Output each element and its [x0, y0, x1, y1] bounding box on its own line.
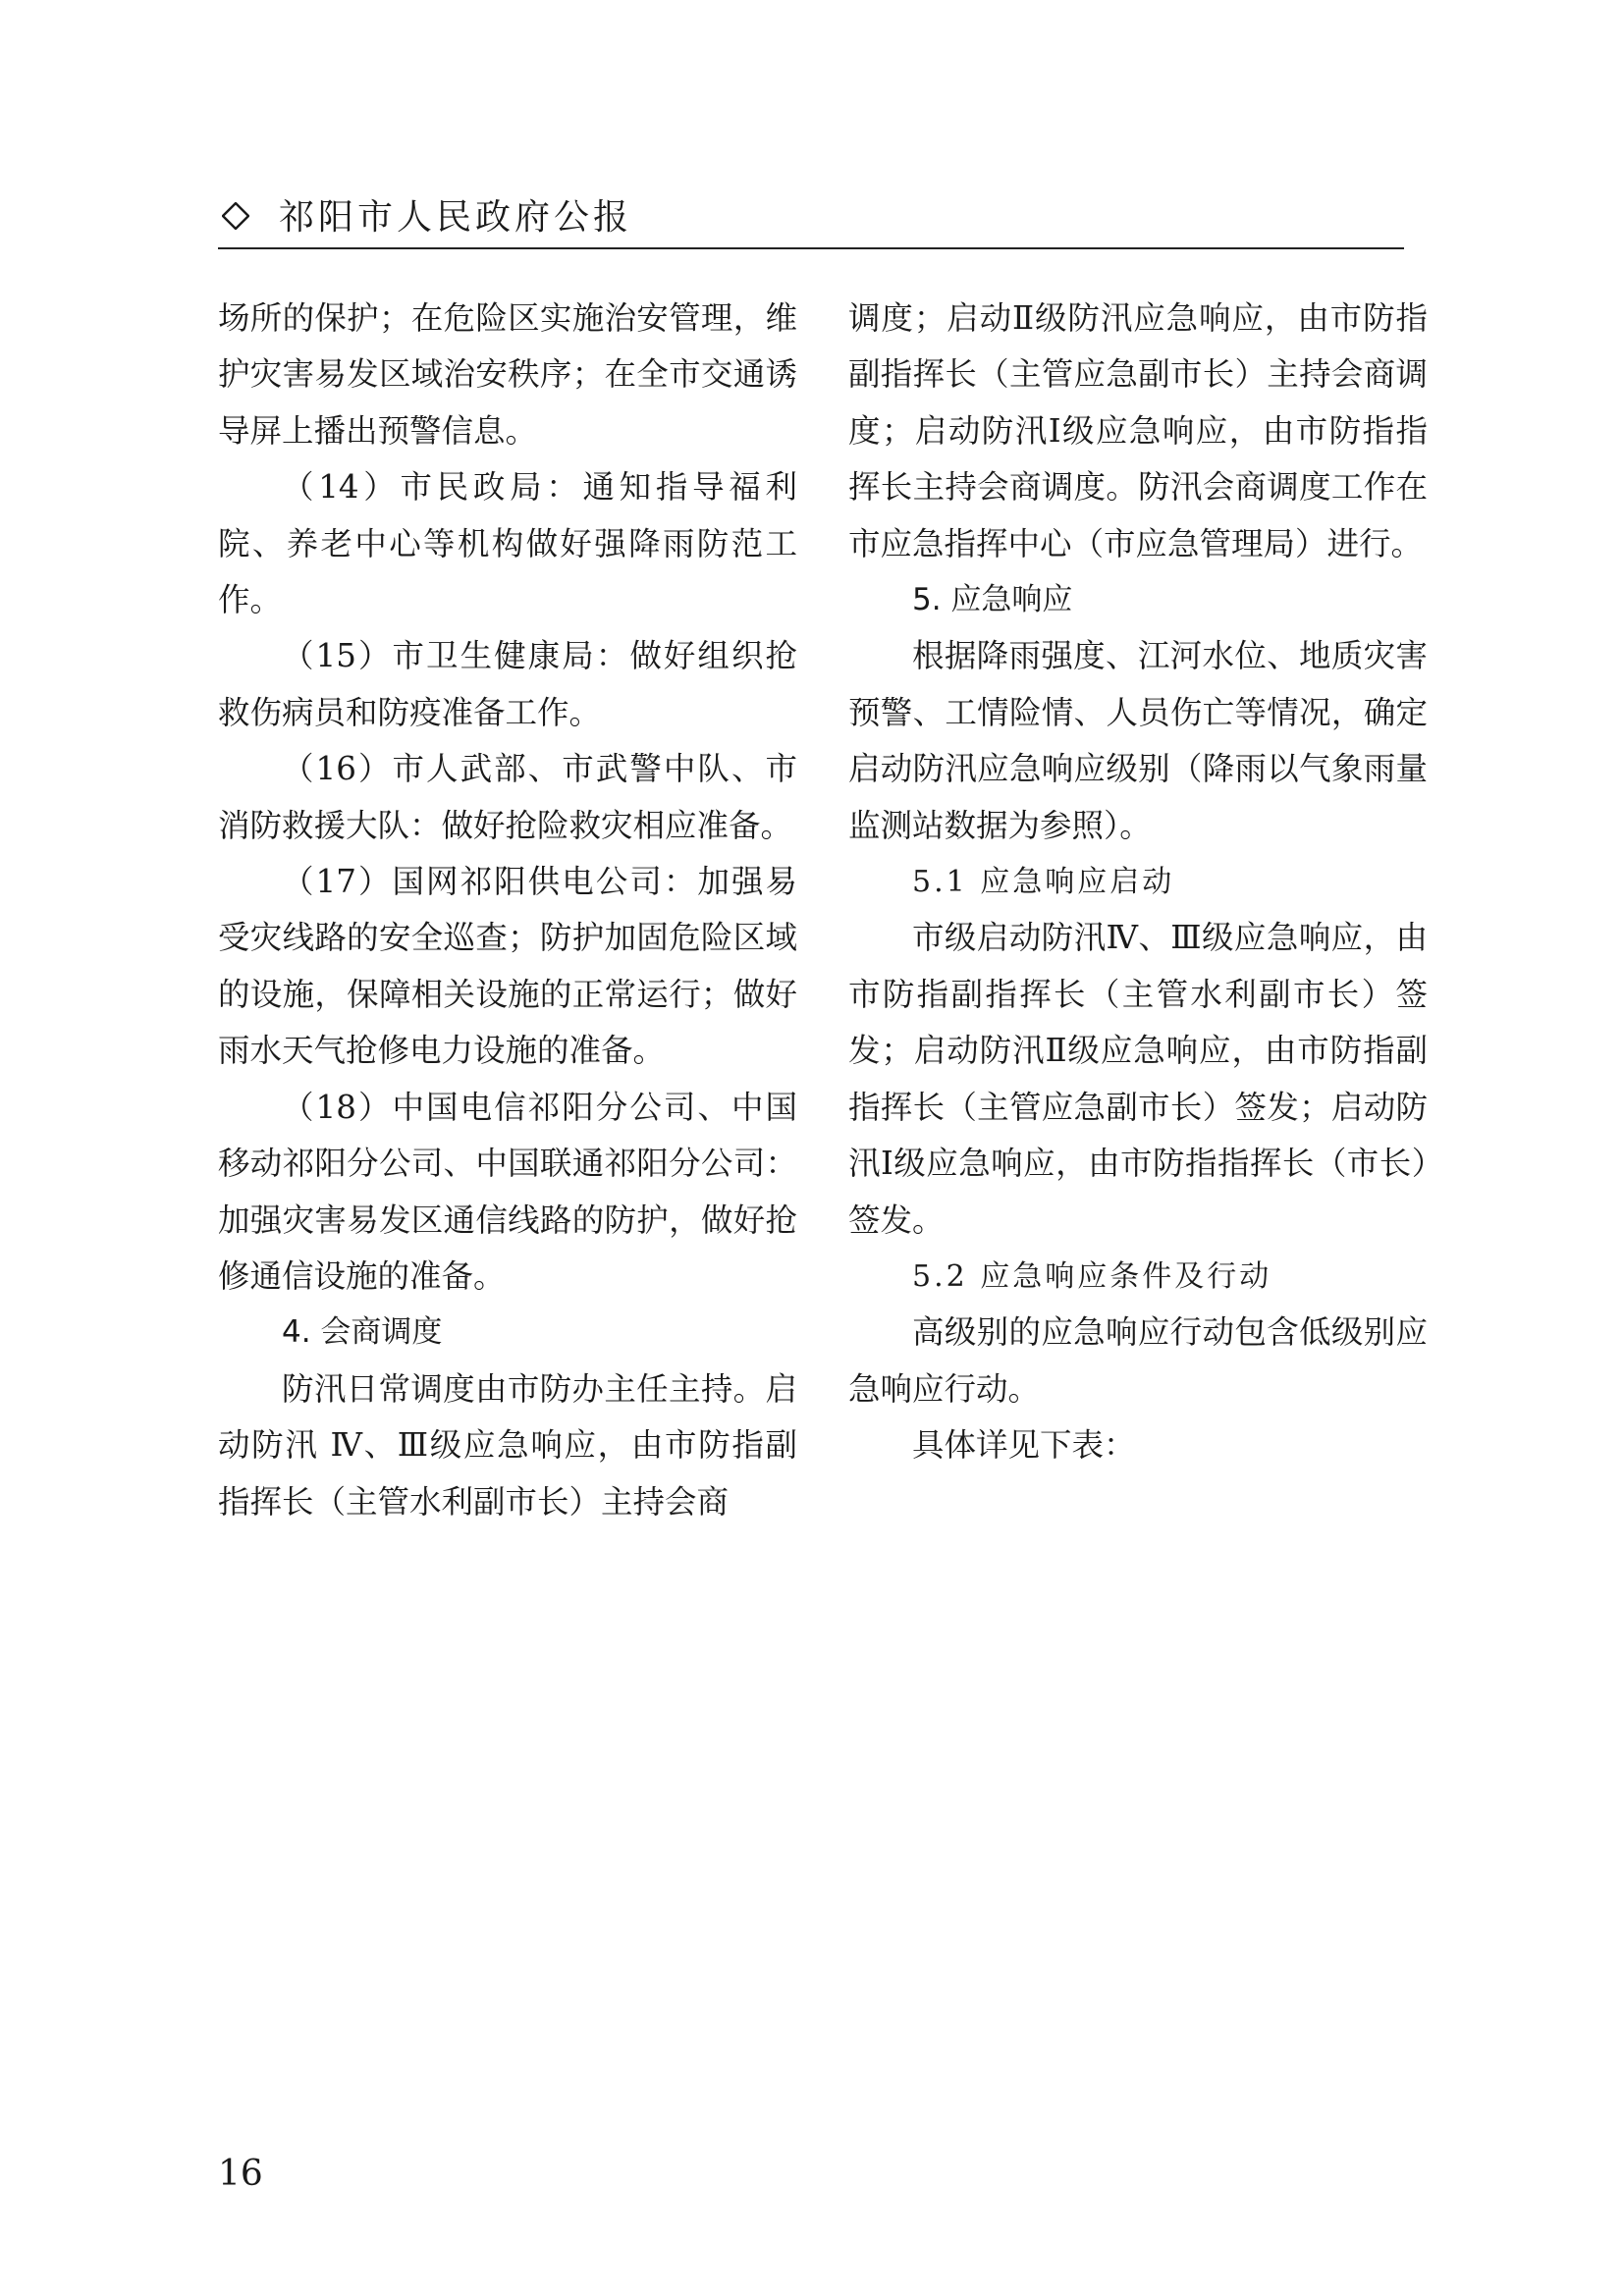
diamond-outline-icon [222, 202, 249, 230]
paragraph: 市级启动防汛Ⅳ、Ⅲ级应急响应，由市防指副指挥长（主管水利副市长）签发；启动防汛Ⅱ级应急响应，由市防指副指挥长（主管应急副市长）签发；启动防汛Ⅰ级应急响应，由市防指指挥长（市长）签发。 [848, 919, 1428, 1239]
bulletin-title: 祁阳市人民政府公报 [279, 197, 633, 238]
paragraph: 调度；启动Ⅱ级防汛应急响应，由市防指副指挥长（主管应急副市长）主持会商调度；启动防汛Ⅰ级应急响应，由市防指指挥长主持会商调度。防汛会商调度工作在市应急指挥中心（市应急管理局）进行。 [848, 299, 1428, 562]
paragraph: 根据降雨强度、江河水位、地质灾害预警、工情险情、人员伤亡等情况，确定启动防汛应急响应级别（降雨以气象雨量监测站数据为参照）。 [848, 637, 1428, 844]
paragraph: 场所的保护；在危险区实施治安管理，维护灾害易发区域治安秩序；在全市交通诱导屏上播出预警信息。 [218, 299, 797, 450]
subsection-heading: 5.2 应急响应条件及行动 [912, 1258, 1272, 1294]
left-column [218, 291, 797, 1530]
subsection-heading: 5.1 应急响应启动 [912, 865, 1175, 900]
paragraph: （18）中国电信祁阳分公司、中国移动祁阳分公司、中国联通祁阳分公司：加强灾害易发区通信线路的防护，做好抢修通信设施的准备。 [218, 1088, 797, 1295]
paragraph: 防汛日常调度由市防办主任主持。启动防汛 Ⅳ、Ⅲ级应急响应，由市防指副指挥长（主管水利副市长）主持会商 [218, 1369, 797, 1521]
page-header [218, 192, 1404, 249]
paragraph: （16）市人武部、市武警中队、市消防救援大队：做好抢险救灾相应准备。 [218, 750, 797, 844]
paragraph: （15）市卫生健康局：做好组织抢救伤病员和防疫准备工作。 [218, 637, 797, 731]
section-heading: 5. 应急响应 [912, 582, 1073, 618]
section-heading: 4. 会商调度 [282, 1314, 443, 1351]
paragraph: 高级别的应急响应行动包含低级别应急响应行动。 [848, 1313, 1428, 1408]
header-divider [218, 247, 1404, 249]
page-number: 16 [218, 2154, 263, 2194]
paragraph: （14）市民政局：通知指导福利院、养老中心等机构做好强降雨防范工作。 [218, 468, 797, 619]
right-column [848, 291, 1428, 1474]
paragraph: （17）国网祁阳供电公司：加强易受灾线路的安全巡查；防护加固危险区域的设施，保障相关设施的正常运行；做好雨水天气抢修电力设施的准备。 [218, 863, 797, 1070]
paragraph: 具体详见下表： [912, 1426, 1136, 1465]
